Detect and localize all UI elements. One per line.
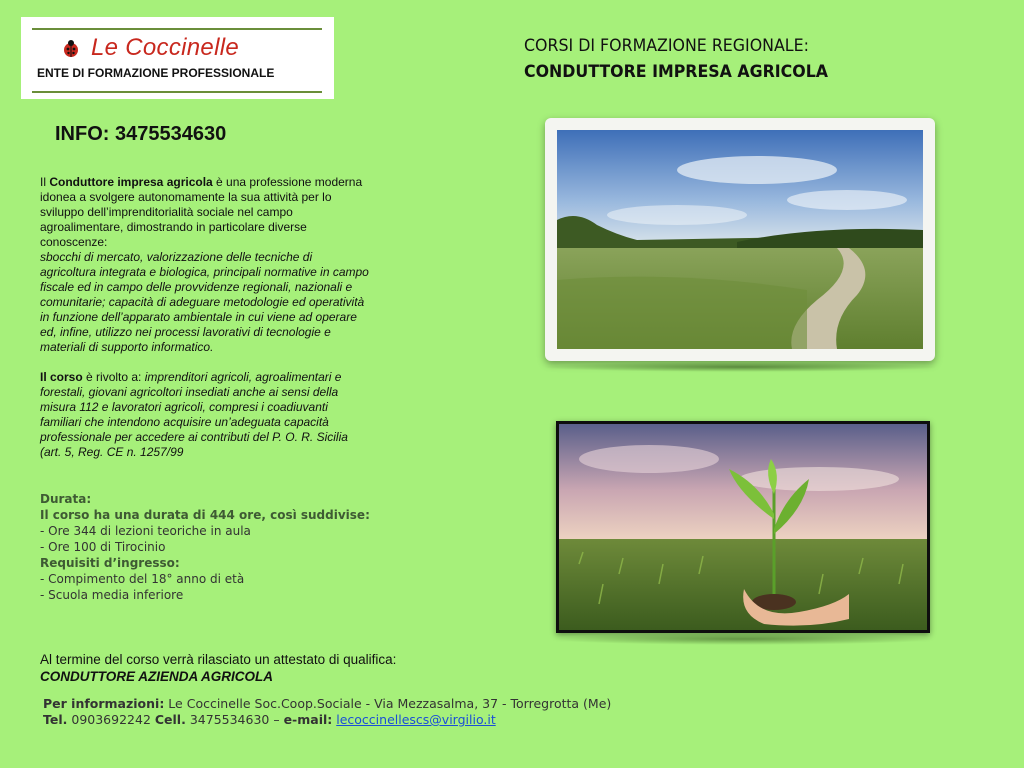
logo	[21, 17, 334, 99]
qualification-section	[40, 651, 480, 685]
countryside-photo	[545, 118, 935, 361]
qualification-text: Al termine del corso verrà rilasciato un attestato di qualifica:	[40, 652, 397, 667]
requirement-item: - Scuola media inferiore	[40, 588, 184, 602]
course-label: Il corso	[40, 370, 83, 384]
email-link[interactable]: lecoccinellescs@virgilio.it	[336, 712, 496, 727]
logo-top-rule	[32, 28, 322, 30]
course-description	[40, 175, 370, 460]
qualification-title: CONDUTTORE AZIENDA AGRICOLA	[40, 669, 273, 684]
contact-line-2	[43, 712, 723, 728]
description-role: Conduttore impresa agricola	[49, 175, 213, 189]
duration-section	[40, 491, 370, 603]
description-prefix: Il	[40, 175, 50, 189]
header-course-type: CORSI DI FORMAZIONE REGIONALE:	[524, 36, 809, 56]
info-phone: INFO: 3475534630	[55, 123, 227, 145]
logo-name: Le Coccinelle	[91, 34, 239, 61]
duration-item: - Ore 100 di Tirocinio	[40, 540, 166, 554]
requirements-title: Requisiti d’ingresso:	[40, 556, 180, 570]
tel-label: Tel.	[43, 712, 68, 727]
email-label: e-mail:	[283, 712, 333, 727]
cell-number: 3475534630 –	[185, 712, 284, 727]
photo-shadow	[540, 362, 940, 372]
logo-subtitle: ENTE DI FORMAZIONE PROFESSIONALE	[37, 66, 275, 80]
logo-bottom-rule	[32, 91, 322, 93]
duration-item: - Ore 344 di lezioni teoriche in aula	[40, 524, 251, 538]
seedling-photo	[556, 421, 930, 633]
header-course-name: CONDUTTORE IMPRESA AGRICOLA	[524, 62, 829, 82]
tel-number: 0903692242	[67, 712, 155, 727]
contact-address: Le Coccinelle Soc.Coop.Sociale - Via Mezzasalma, 37 - Torregrotta (Me)	[164, 696, 612, 711]
duration-title: Durata:	[40, 492, 92, 506]
contact-info-label: Per informazioni:	[43, 696, 165, 711]
description-paragraph-1	[40, 175, 370, 355]
course-target-intro: è rivolto a:	[82, 370, 145, 384]
description-skills: sbocchi di mercato, valorizzazione delle tecniche di agricoltura integrata e biologica, principali normative in campo fiscale ed in campo delle provvidenze regionali, nazionali e comunitarie; capacità di adeguare metodologie ed operatività in funzione dell’apparato ambientale in cui viene ad operare ed, infine, utilizzo nei processi lavorativi di tecnologie e materiali di supporto informatico.	[40, 250, 369, 354]
requirement-item: - Compimento del 18° anno di età	[40, 572, 245, 586]
contact-footer	[43, 696, 723, 728]
description-paragraph-2	[40, 370, 370, 460]
photo-shadow	[550, 633, 936, 645]
cell-label: Cell.	[154, 712, 186, 727]
contact-line-1	[43, 696, 723, 712]
seedling-image	[559, 424, 927, 630]
course-target: imprenditori agricoli, agroalimentari e forestali, giovani agricoltori insediati anche ai sensi della misura 112 e lavoratori agricoli, compresi i coadiuvanti familiari che intendono acquisire un’adeguata capacità professionale per accedere ai contributi del P. O. R. Sicilia (art. 5, Reg. CE n. 1257/99	[40, 370, 348, 459]
countryside-image	[557, 130, 923, 349]
description-text: è una professione moderna idonea a svolgere autonomamente la sua attività per lo sviluppo dell’imprenditorialità sociale nel campo agroalimentare, dimostrando in particolare diverse conoscenze:	[40, 175, 363, 249]
duration-summary: Il corso ha una durata di 444 ore, così suddivise:	[40, 508, 370, 522]
ladybug-icon	[61, 38, 81, 58]
